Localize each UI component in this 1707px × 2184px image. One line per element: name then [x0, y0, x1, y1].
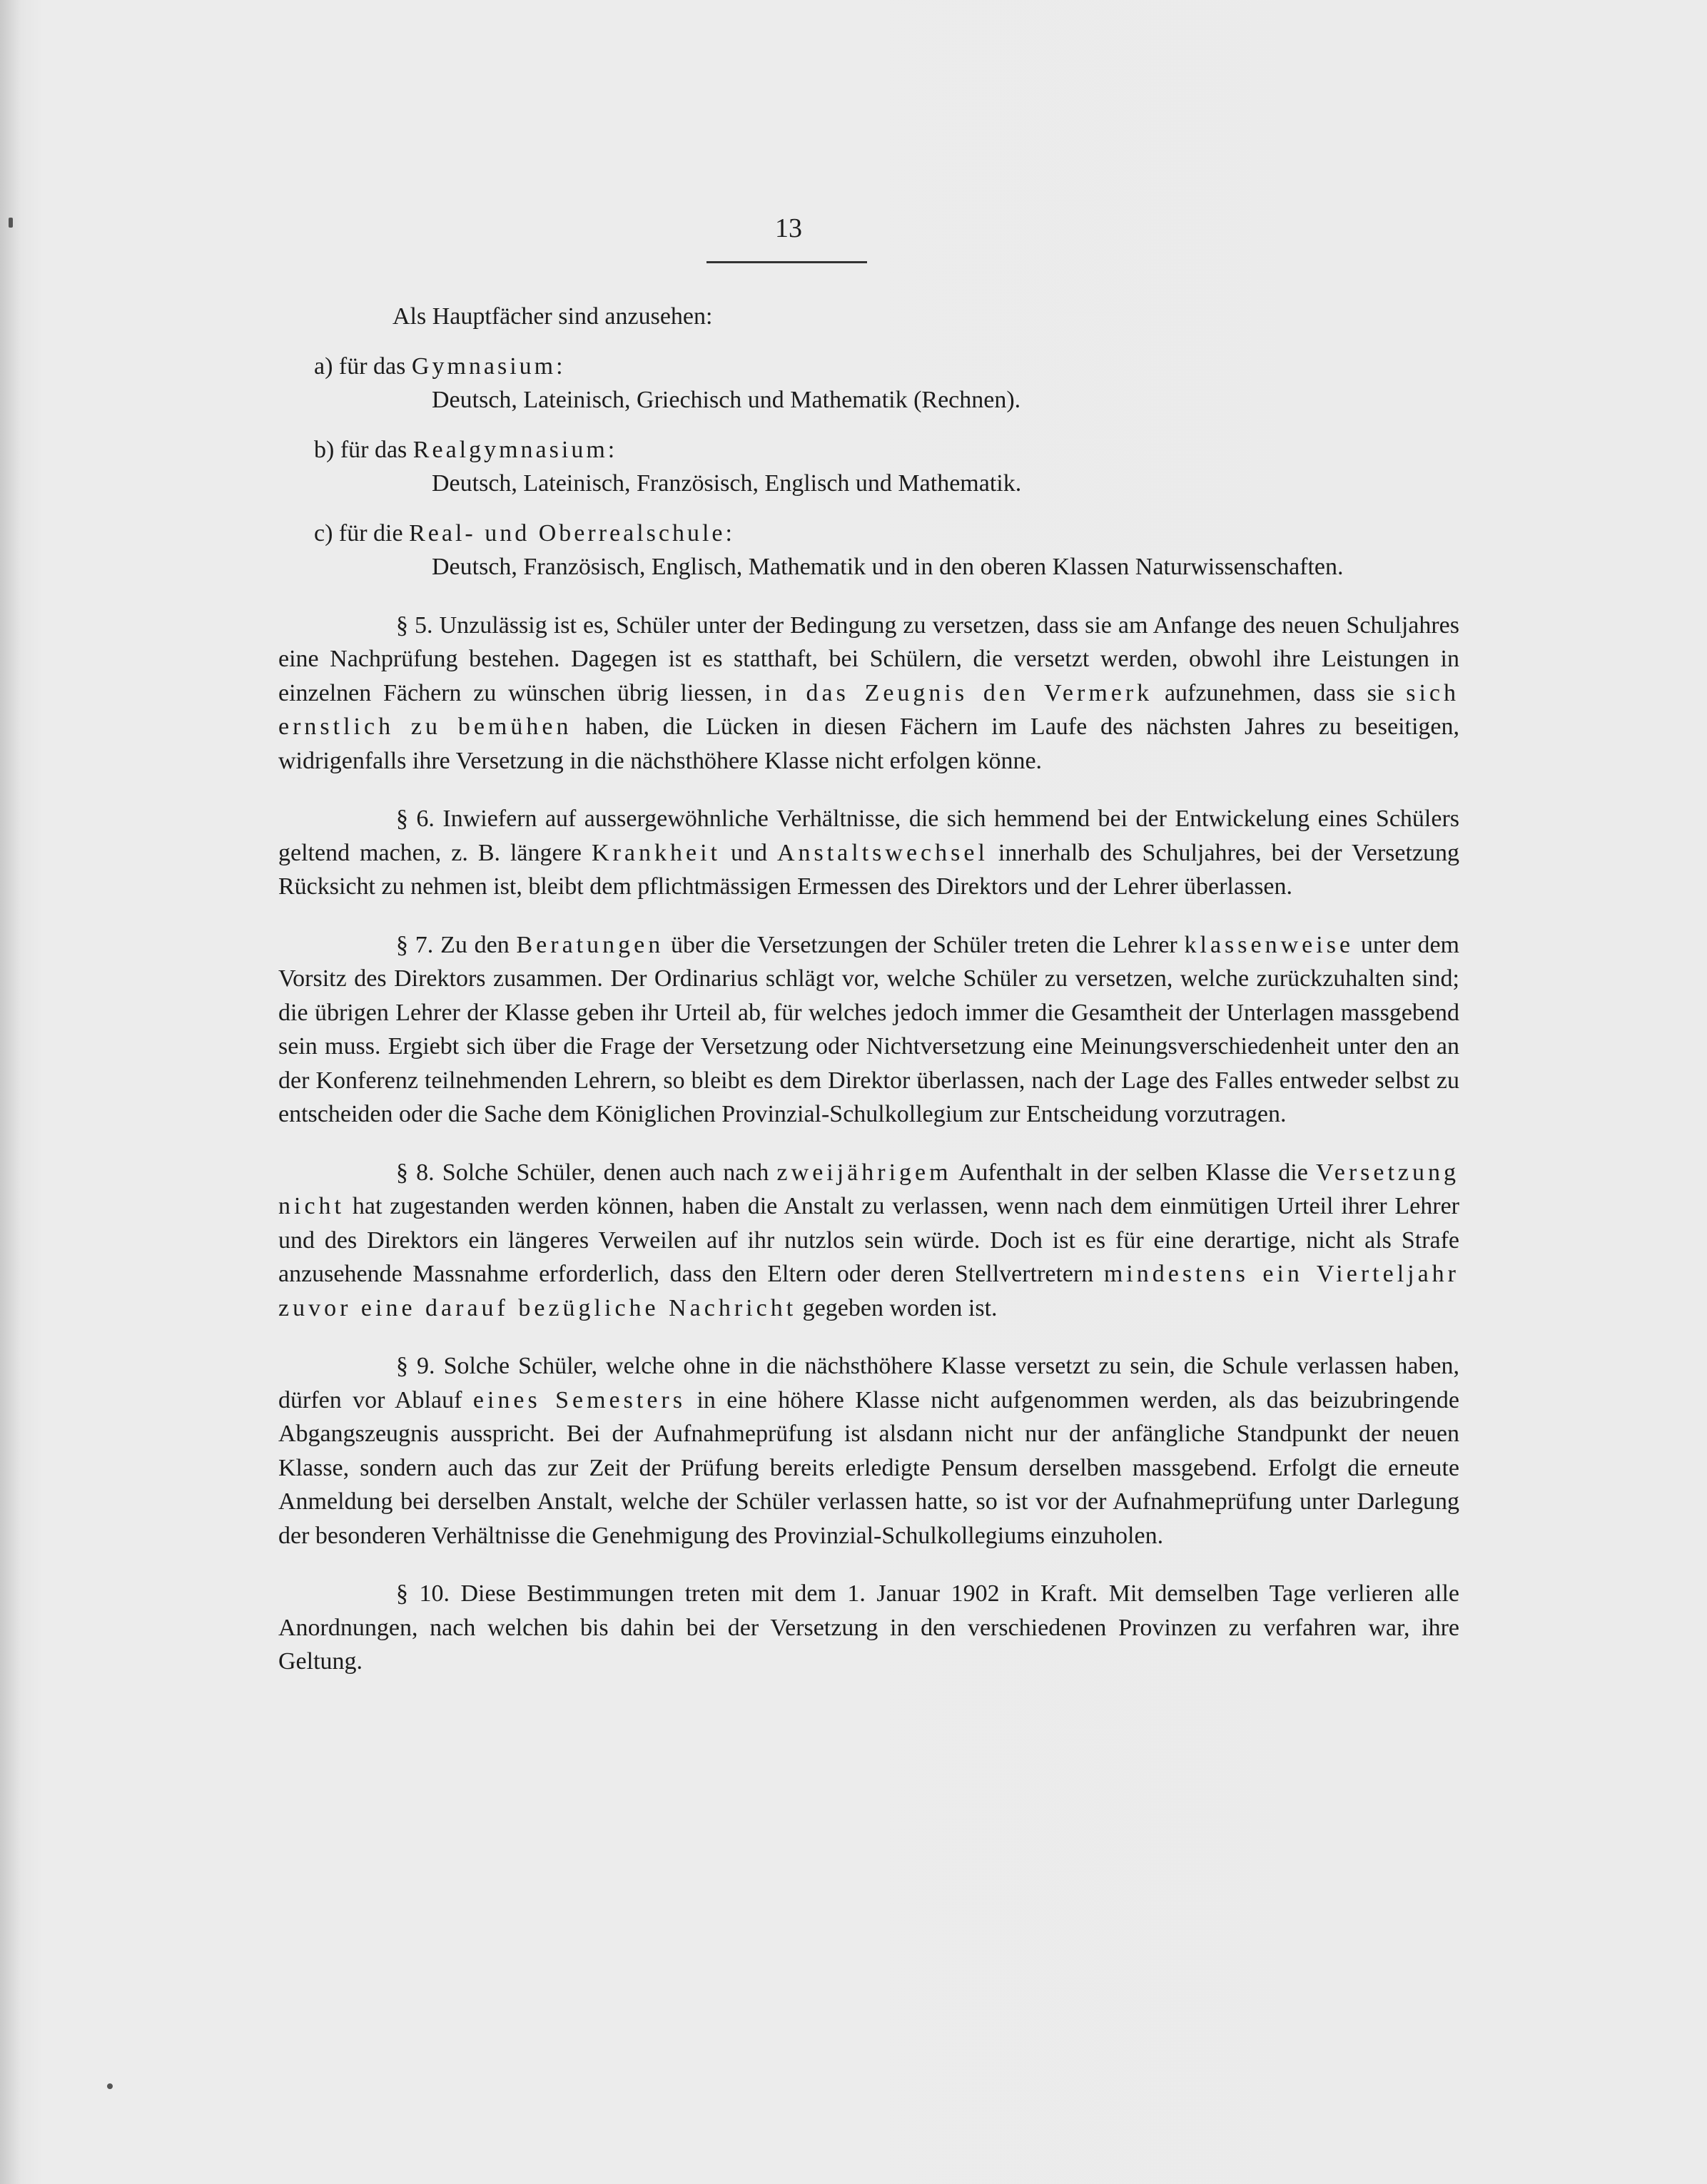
paper-speck — [107, 2083, 113, 2089]
document-body — [278, 300, 1459, 1693]
section-5: § 5. Unzulässig ist es, Schüler unter der Bedingung zu versetzen, dass sie am Anfange des neuen Schuljahres eine Nachprüfung bestehen. Dagegen ist es statthaft, bei Schülern, die versetzt werden, obwohl ihre Leistungen in einzelnen Fächern zu wünschen übrig liessen, in das Zeugnis den Vermerk aufzunehmen, dass sie sich ernstlich zu bemühen haben, die Lücken in diesen Fächern im Laufe des nächsten Jahres zu beseitigen, widrigenfalls ihre Versetzung in die nächsthöhere Klasse nicht erfolgen könne. — [278, 611, 1460, 774]
section-8: § 8. Solche Schüler, denen auch nach zweijährigem Aufenthalt in der selben Klasse die Versetzung nicht hat zugestanden werden können, haben die Anstalt zu verlassen, wenn nach dem einmütigen Urteil ihrer Lehrer und des Direktors ein längeres Verweilen auf ihr nutzlos sein würde. Doch ist es für eine derartige, nicht als Strafe anzusehende Massnahme erforderlich, dass den Eltern oder deren Stellvertretern mindestens ein Vierteljahr zuvor eine darauf bezügliche Nachricht gegeben worden ist. — [278, 1159, 1460, 1321]
header-rule — [706, 261, 867, 263]
school-list-item — [278, 350, 1459, 417]
school-subjects: Deutsch, Lateinisch, Griechisch und Mathematik (Rechnen). — [432, 387, 1021, 413]
school-list-item — [278, 517, 1459, 584]
school-subjects: Deutsch, Französisch, Englisch, Mathematik und in den oberen Klassen Naturwissenschaften. — [432, 554, 1344, 580]
school-label: c) für die Real- und Oberrealschule: — [314, 519, 735, 547]
section-9: § 9. Solche Schüler, welche ohne in die nächsthöhere Klasse versetzt zu sein, die Schule verlassen haben, dürfen vor Ablauf eines Semesters in eine höhere Klasse nicht aufgenommen werden, als das beizubringende Abgangszeugnis ausspricht. Bei der Aufnahmeprüfung ist alsdann nicht nur der anfängliche Standpunkt der neuen Klasse, sondern auch das zur Zeit der Prüfung bereits erledigte Pensum derselben massgebend. Erfolgt die erneute Anmeldung bei derselben Anstalt, welche der Schüler verlassen hatte, so ist vor der Aufnahmeprüfung unter Darlegung der besonderen Verhältnisse die Genehmigung des Provinzial-Schulkollegiums einzuholen. — [278, 1353, 1460, 1549]
section-10: § 10. Diese Bestimmungen treten mit dem 1. Januar 1902 in Kraft. Mit demselben Tage verlieren alle Anordnungen, nach welchen bis dahin bei der Versetzung in den verschiedenen Provinzen zu verfahren war, ihre Geltung. — [278, 1580, 1459, 1675]
intro-line: Als Hauptfächer sind anzusehen: — [392, 303, 713, 330]
page-number: 13 — [775, 213, 802, 243]
section-7: § 7. Zu den Beratungen über die Versetzungen der Schüler treten die Lehrer klassenweise unter dem Vorsitz des Direktors zusammen. Der Ordinarius schlägt vor, welche Schüler zu versetzen, welche zurückzuhalten sind; die übrigen Lehrer der Klasse geben ihr Urteil ab, für welches jedoch immer die Gesamtheit der Unterlagen massgebend sein muss. Ergiebt sich über die Frage der Versetzung oder Nichtversetzung eine Meinungsverschiedenheit unter den an der Konferenz teilnehmenden Lehrern, so bleibt es dem Direktor überlassen, nach der Lage des Falles entweder selbst zu entscheiden oder die Sache dem Königlichen Provinzial-Schulkollegium zur Entscheidung vorzutragen. — [278, 931, 1459, 1127]
school-label: b) für das Realgymnasium: — [314, 436, 618, 463]
section-6: § 6. Inwiefern auf aussergewöhnliche Verhältnisse, die sich hemmend bei der Entwickelung eines Schülers geltend machen, z. B. längere Krankheit und Anstaltswechsel innerhalb des Schuljahres, bei der Versetzung Rücksicht zu nehmen ist, bleibt dem pflichtmässigen Ermessen des Direktors und der Lehrer überlassen. — [278, 806, 1460, 900]
school-subjects: Deutsch, Lateinisch, Französisch, Englisch und Mathematik. — [432, 470, 1022, 497]
paper-speck — [9, 218, 13, 228]
school-label: a) für das Gymnasium: — [314, 352, 566, 380]
school-list-item — [278, 433, 1459, 501]
